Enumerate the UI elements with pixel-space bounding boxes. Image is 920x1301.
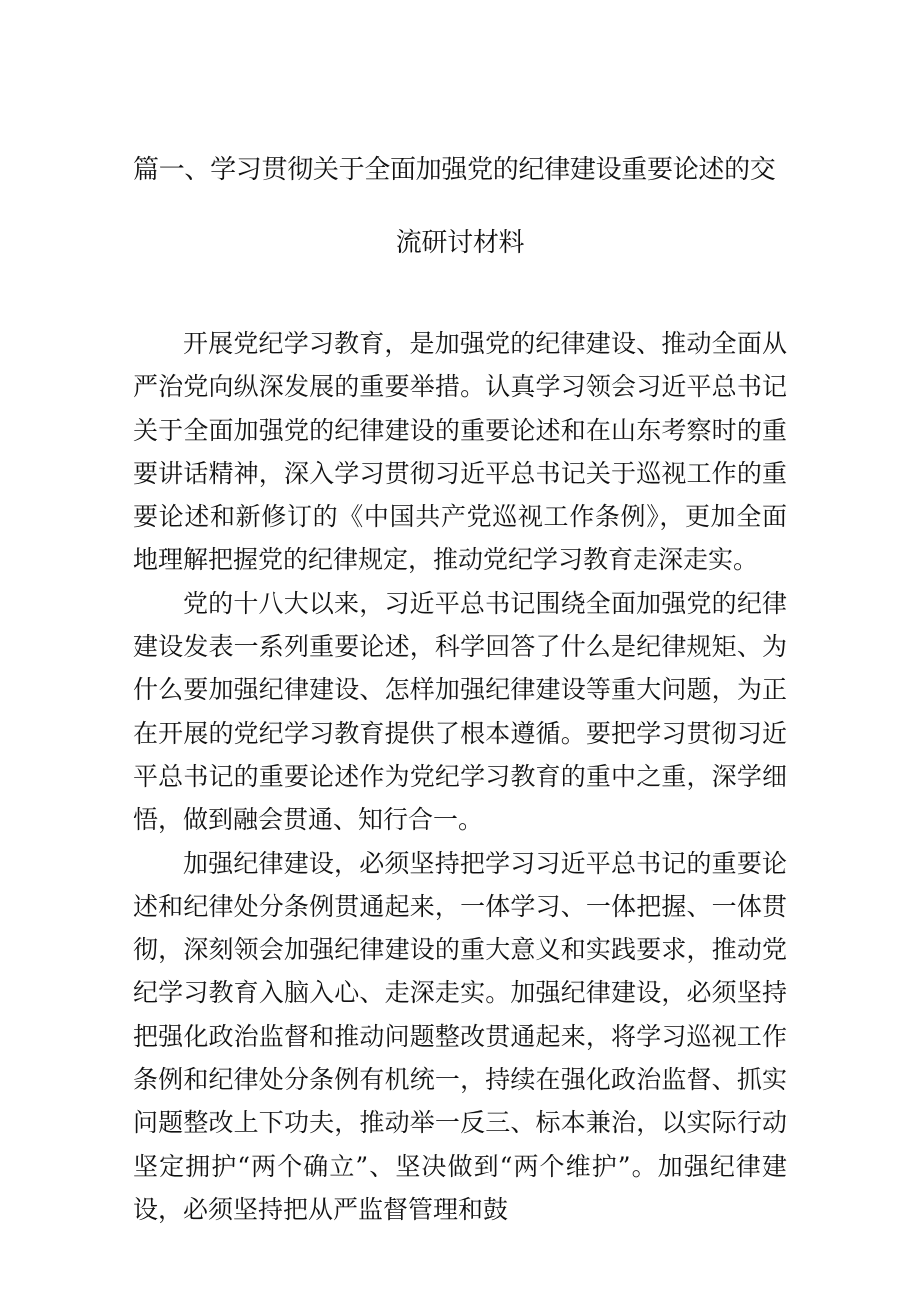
document-body — [133, 322, 787, 1231]
body-paragraph-2: 党的十八大以来，习近平总书记围绕全面加强党的纪律建设发表一系列重要论述，科学回答了什么是纪律规矩、为什么要加强纪律建设、怎样加强纪律建设等重大问题，为正在开展的党纪学习教育提供了根本遵循。要把学习贯彻习近平总书记的重要论述作为党纪学习教育的重中之重，深学细悟，做到融会贯通、知行合一。 — [133, 588, 787, 835]
document-title-line-2: 流研讨材料 — [395, 228, 525, 258]
body-paragraph-1: 开展党纪学习教育，是加强党的纪律建设、推动全面从严治党向纵深发展的重要举措。认真学习领会习近平总书记关于全面加强党的纪律建设的重要论述和在山东考察时的重要讲话精神，深入学习贯彻习近平总书记关于巡视工作的重要论述和新修订的《中国共产党巡视工作条例》，更加全面地理解把握党的纪律规定，推动党纪学习教育走深走实。 — [133, 329, 787, 575]
body-paragraph-3: 加强纪律建设，必须坚持把学习习近平总书记的重要论述和纪律处分条例贯通起来，一体学习、一体把握、一体贯彻，深刻领会加强纪律建设的重大意义和实践要求，推动党纪学习教育入脑入心、走深走实。加强纪律建设，必须坚持把强化政治监督和推动问题整改贯通起来，将学习巡视工作条例和纪律处分条例有机统一，持续在强化政治监督、抓实问题整改上下功夫，推动举一反三、标本兼治，以实际行动坚定拥护“两个确立”、坚决做到“两个维护”。加强纪律建设，必须坚持把从严监督管理和鼓 — [133, 848, 787, 1224]
document-title-line-1: 篇一、学习贯彻关于全面加强党的纪律建设重要论述的交 — [133, 155, 776, 185]
